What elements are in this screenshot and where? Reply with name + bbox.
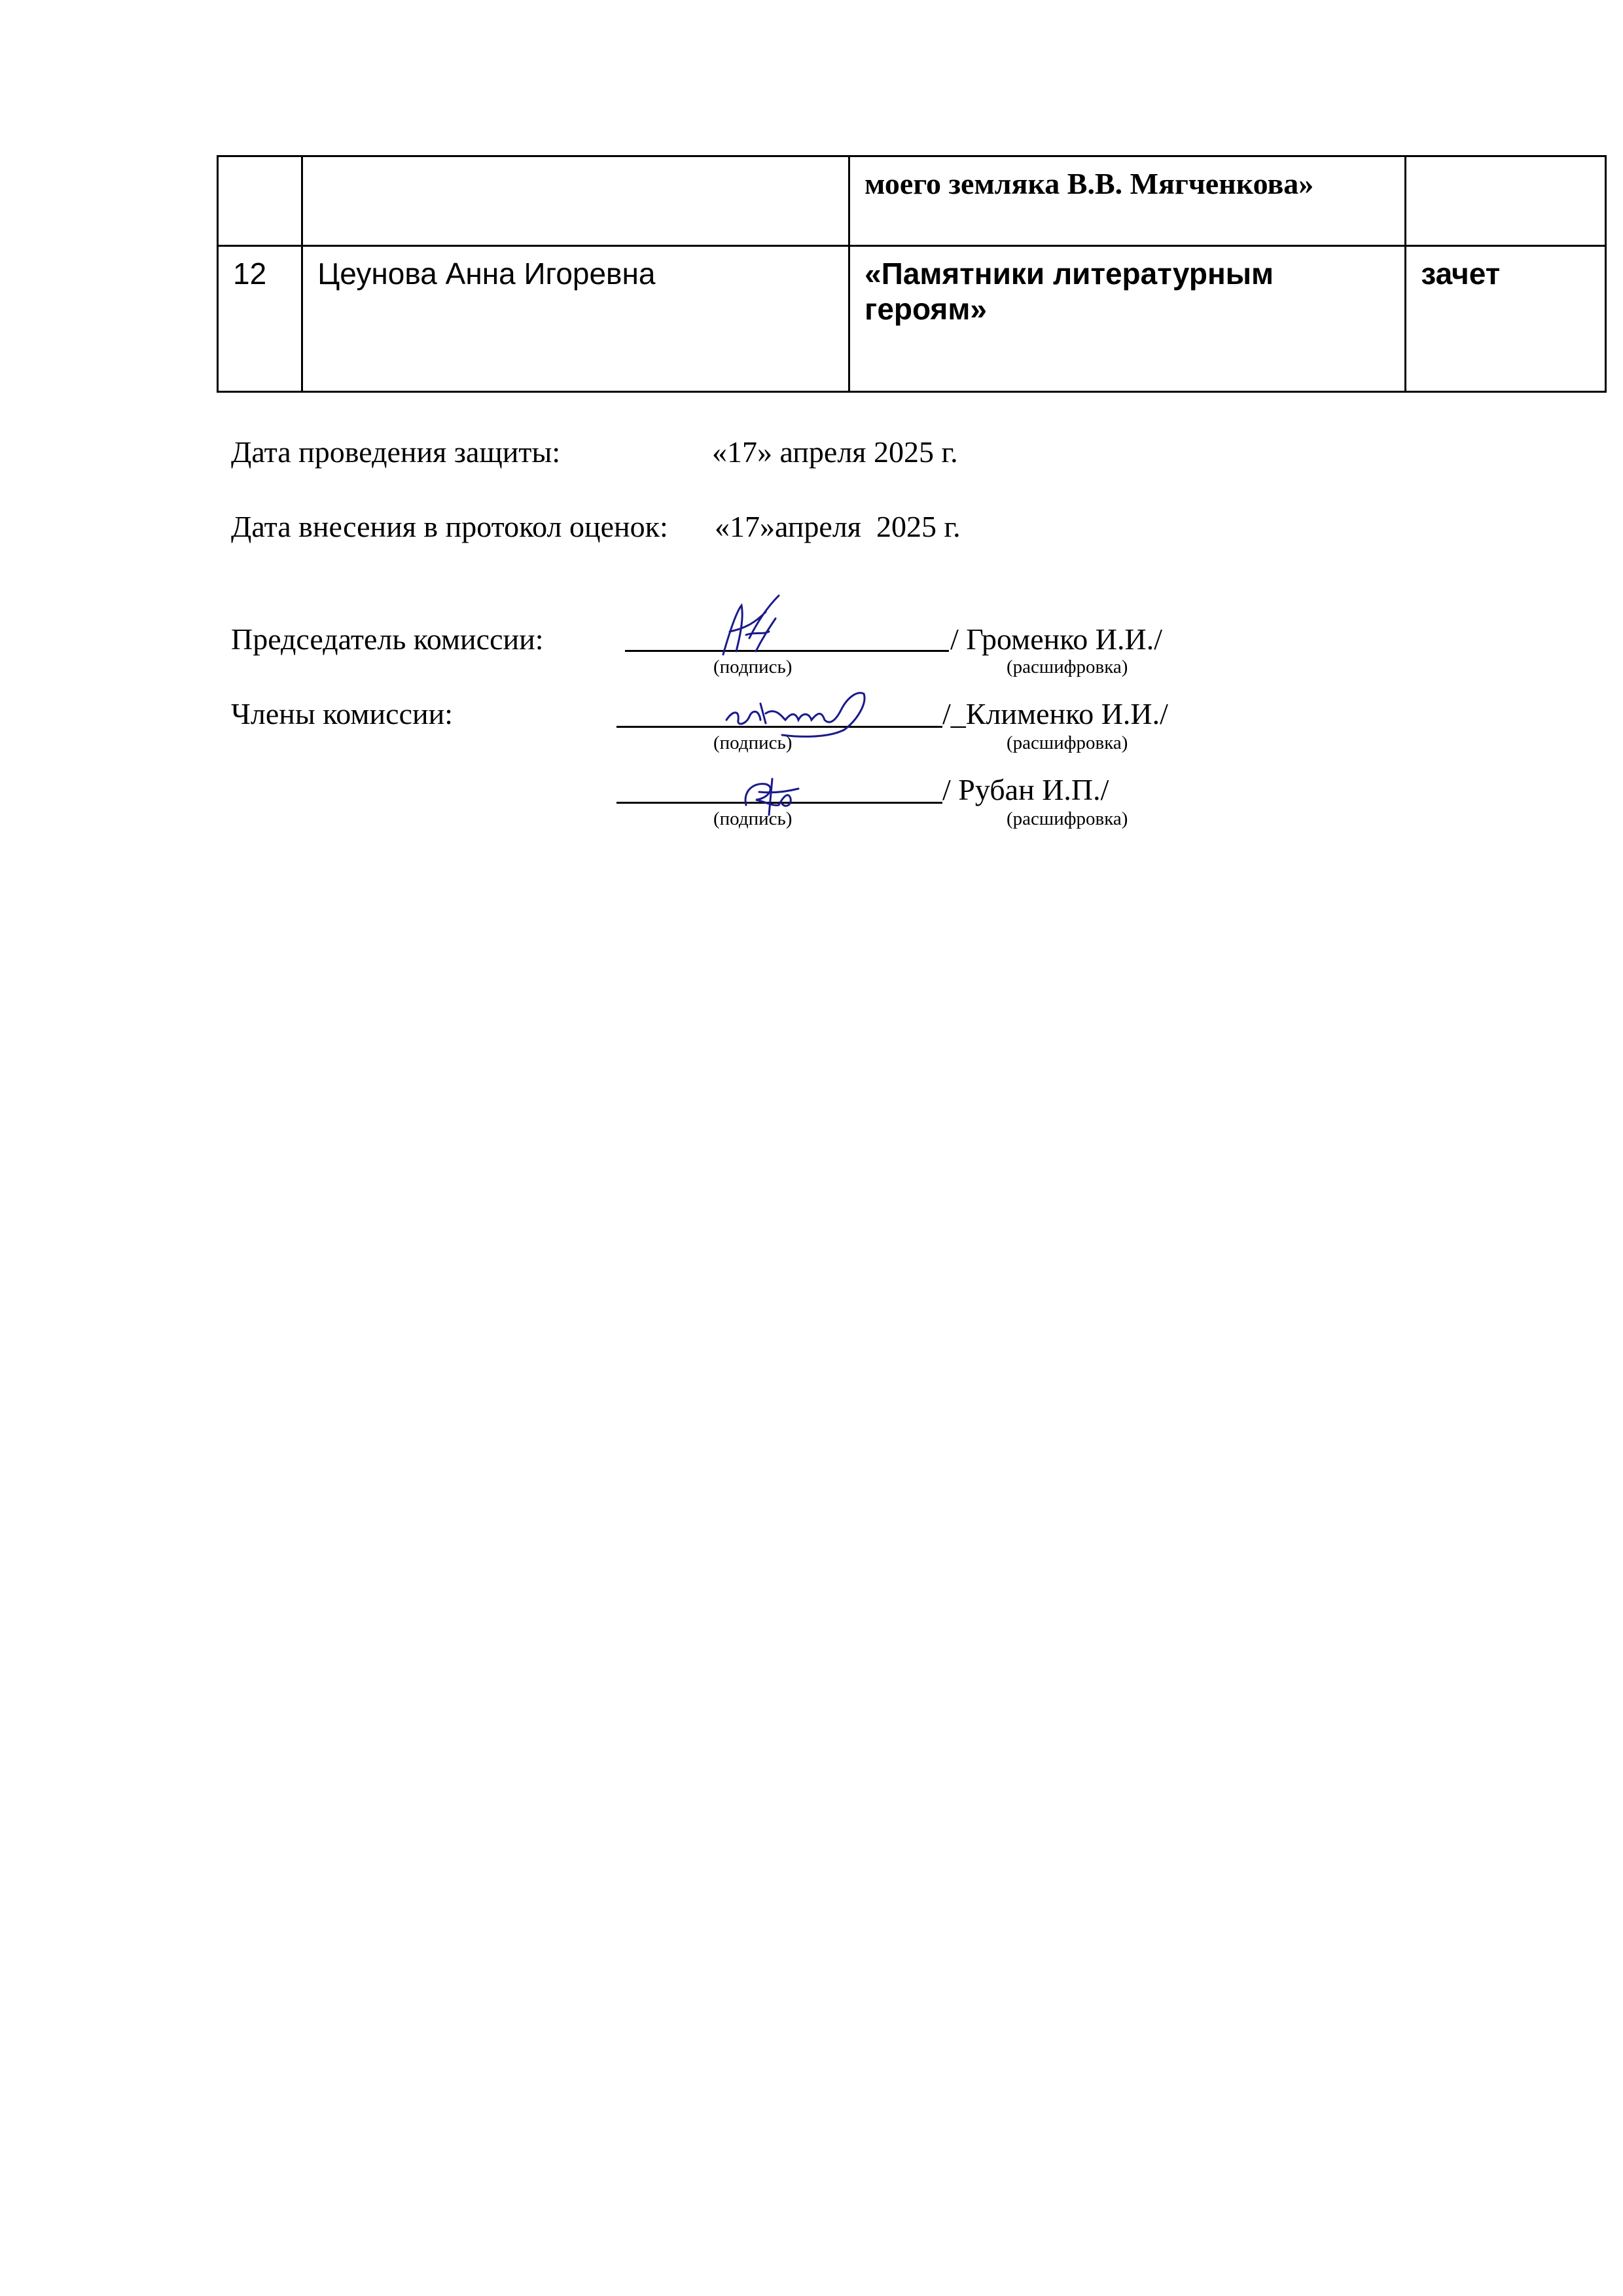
cell-number: 12: [218, 246, 302, 392]
chair-signature-caption: (подпись): [713, 656, 793, 677]
topic-line: героям»: [865, 292, 987, 326]
cell-grade: [1406, 156, 1606, 246]
members-label: Члены комиссии:: [231, 697, 454, 730]
cell-number: [218, 156, 302, 246]
member2-decode-caption: (расшифровка): [1007, 808, 1128, 829]
member1-signature-caption: (подпись): [713, 732, 793, 753]
chair-name: / Громенко И.И./: [950, 622, 1162, 656]
member2-signature-caption: (подпись): [713, 808, 793, 829]
protocol-date-label: Дата внесения в протокол оценок:: [231, 510, 668, 543]
defense-date-value: «17» апреля 2025 г.: [712, 435, 958, 469]
chair-decode-caption: (расшифровка): [1007, 656, 1128, 677]
cell-student-name: Цеунова Анна Игоревна: [302, 246, 849, 392]
member2-name: / Рубан И.П./: [942, 773, 1109, 806]
defense-date-label: Дата проведения защиты:: [231, 435, 561, 469]
chair-label: Председатель комиссии:: [231, 622, 544, 656]
cell-grade: зачет: [1406, 246, 1606, 392]
chair-signature-icon: [710, 592, 789, 664]
cell-topic: моего земляка В.В. Мягченкова»: [849, 156, 1406, 246]
protocol-date-value: «17»апреля 2025 г.: [715, 510, 961, 543]
member1-decode-caption: (расшифровка): [1007, 732, 1128, 753]
topic-line: «Памятники литературным: [865, 257, 1274, 291]
member1-name: /_Клименко И.И./: [942, 697, 1168, 730]
results-table: [217, 155, 1607, 393]
table-row: [218, 246, 1606, 392]
cell-topic: [849, 246, 1406, 392]
cell-student-name: [302, 156, 849, 246]
table-row: [218, 156, 1606, 246]
